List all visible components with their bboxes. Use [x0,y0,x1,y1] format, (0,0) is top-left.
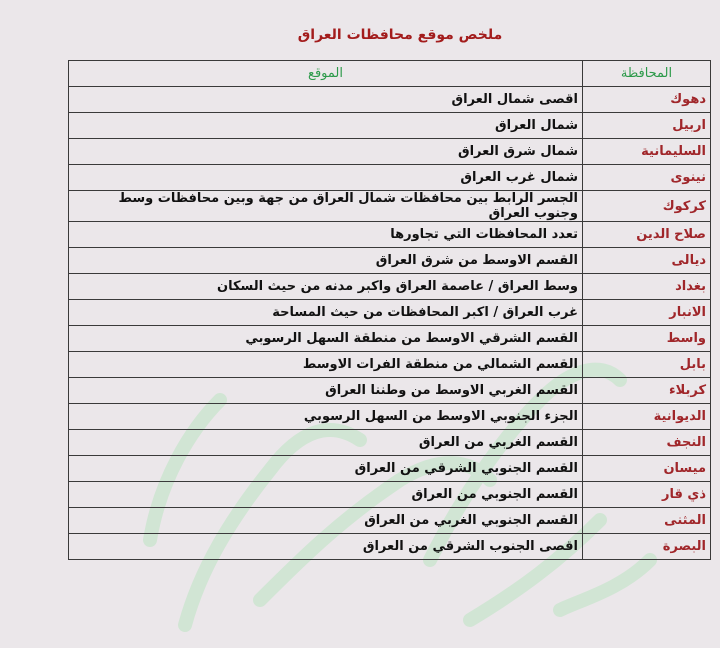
table-row [69,404,711,430]
governorate-cell: اربيل [583,113,711,139]
location-cell: الجسر الرابط بين محافظات شمال العراق من جهة وبين محافظات وسط وجنوب العراق [69,191,583,222]
location-cell: اقصى شمال العراق [69,87,583,113]
governorate-cell: نينوى [583,165,711,191]
table-row [69,456,711,482]
location-cell: القسم الجنوبي الشرقي من العراق [69,456,583,482]
location-cell: شمال العراق [69,113,583,139]
table-row [69,430,711,456]
table-row [69,508,711,534]
governorate-cell: كركوك [583,191,711,222]
location-cell: القسم الغربي الاوسط من وطننا العراق [69,378,583,404]
governorate-cell: بابل [583,352,711,378]
location-cell: تعدد المحافظات التي تجاورها [69,222,583,248]
table-row [69,534,711,560]
location-cell: غرب العراق / اكبر المحافظات من حيث المساحة [69,300,583,326]
table-header-row [69,61,711,87]
location-cell: القسم الشرقي الاوسط من منطقة السهل الرسوبي [69,326,583,352]
location-cell: القسم الاوسط من شرق العراق [69,248,583,274]
location-cell: الجزء الجنوبي الاوسط من السهل الرسوبي [69,404,583,430]
governorate-cell: السليمانية [583,139,711,165]
location-cell: اقصى الجنوب الشرقي من العراق [69,534,583,560]
location-cell: القسم الشمالي من منطقة الفرات الاوسط [69,352,583,378]
table-row [69,378,711,404]
location-cell: القسم الغربي من العراق [69,430,583,456]
governorate-cell: دهوك [583,87,711,113]
location-cell: شمال شرق العراق [69,139,583,165]
governorate-cell: بغداد [583,274,711,300]
governorate-cell: صلاح الدين [583,222,711,248]
table-row [69,482,711,508]
governorate-cell: ديالى [583,248,711,274]
table-row [69,248,711,274]
location-cell: شمال غرب العراق [69,165,583,191]
governorate-cell: كربلاء [583,378,711,404]
table-row [69,113,711,139]
table-row [69,300,711,326]
governorate-cell: الديوانية [583,404,711,430]
header-governorate: المحافظة [583,61,711,87]
location-cell: وسط العراق / عاصمة العراق واكبر مدنه من حيث السكان [69,274,583,300]
governorate-cell: المثنى [583,508,711,534]
table-row [69,222,711,248]
governorate-cell: ذي قار [583,482,711,508]
table-row [69,191,711,222]
table-row [69,274,711,300]
table-row [69,352,711,378]
governorate-cell: البصرة [583,534,711,560]
location-cell: القسم الجنوبي الغربي من العراق [69,508,583,534]
governorate-cell: واسط [583,326,711,352]
table-row [69,87,711,113]
header-location: الموقع [69,61,583,87]
governorates-table [68,60,711,560]
location-cell: القسم الجنوبي من العراق [69,482,583,508]
table-row [69,139,711,165]
governorate-cell: الانبار [583,300,711,326]
page-title: ملخص موقع محافظات العراق [297,27,503,43]
governorate-cell: النجف [583,430,711,456]
table-row [69,326,711,352]
governorate-cell: ميسان [583,456,711,482]
table-row [69,165,711,191]
